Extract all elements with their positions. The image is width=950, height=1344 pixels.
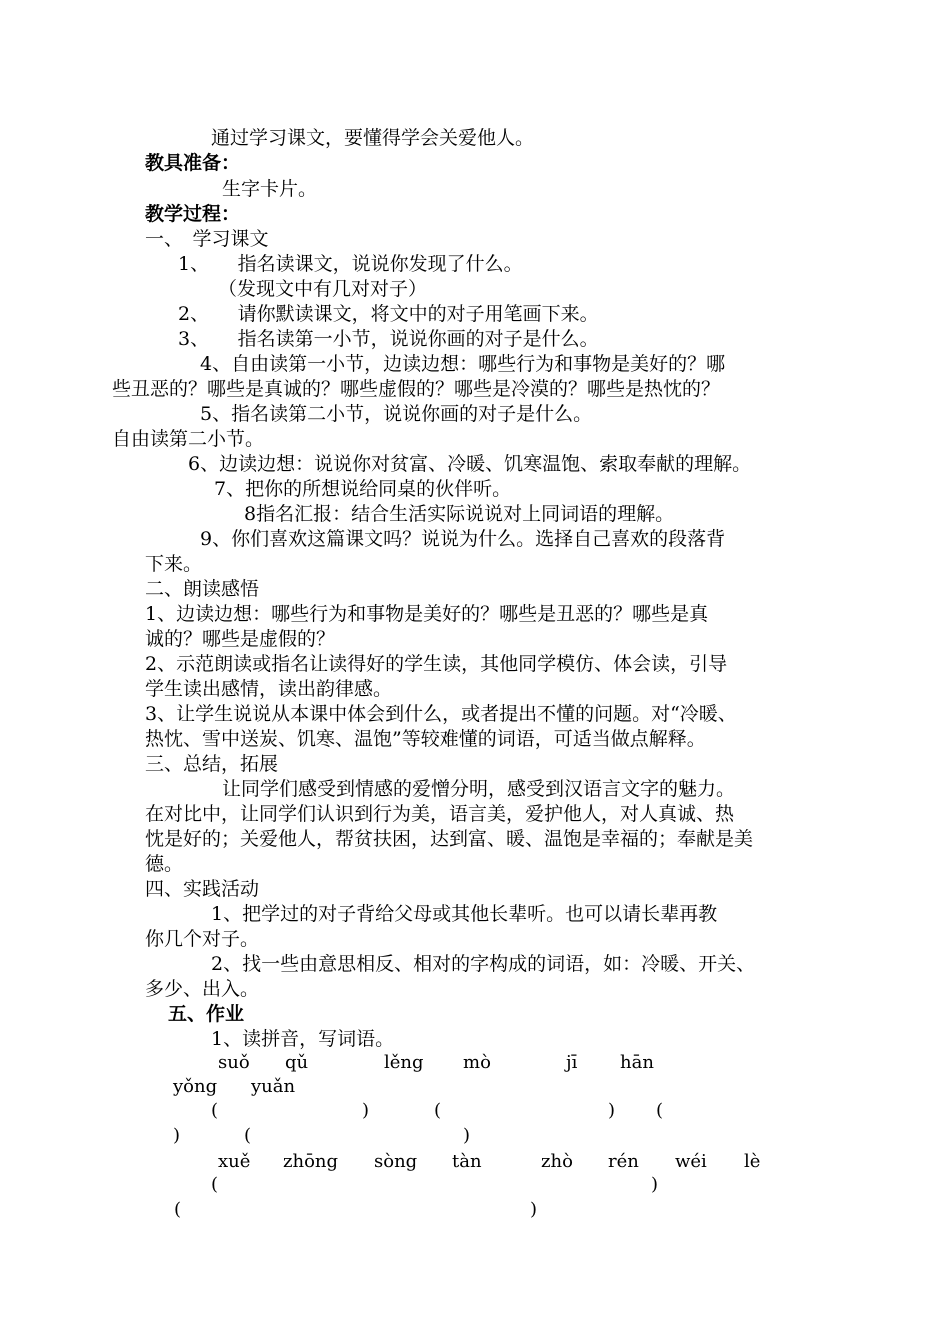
paragraph-line: 让同学们感受到情感的爱憎分明，感受到汉语言文字的魅力。 [222, 778, 736, 800]
list-item-note: （发现文中有几对对子） [218, 278, 428, 300]
list-item: 8指名汇报：结合生活实际说说对上同词语的理解。 [244, 503, 675, 525]
step-heading-5: 五、作业 [168, 1003, 245, 1025]
pinyin-syllable: xuě [218, 1151, 251, 1172]
pinyin-syllable: hān [620, 1052, 654, 1073]
list-item: 1、 指名读课文，说说你发现了什么。 [178, 253, 523, 275]
list-item-cont: 下来。 [145, 553, 203, 575]
step-heading-3: 三、总结，拓展 [145, 753, 279, 775]
pinyin-syllable: jī [566, 1052, 578, 1073]
paragraph-line: 诚的？哪些是虚假的？ [145, 628, 336, 650]
paragraph-line: 德。 [145, 853, 184, 875]
list-item: 6、边读边想：说说你对贫富、冷暖、饥寒温饱、索取奉献的理解。 [188, 453, 752, 475]
pinyin-syllable: sòng [374, 1151, 418, 1172]
pinyin-syllable: yǒng [173, 1076, 218, 1097]
pinyin-syllable: zhò [541, 1151, 573, 1172]
answer-bracket-open: ( [434, 1100, 442, 1121]
pinyin-syllable: tàn [452, 1151, 482, 1172]
pinyin-syllable: lè [744, 1151, 761, 1172]
paragraph-line: 1、边读边想：哪些行为和事物是美好的？哪些是丑恶的？哪些是真 [145, 603, 709, 625]
paragraph-line: 2、示范朗读或指名让读得好的学生读，其他同学模仿、体会读，引导 [145, 653, 728, 675]
pinyin-syllable: suǒ [218, 1052, 250, 1073]
pinyin-syllable: rén [608, 1151, 639, 1172]
materials-text: 生字卡片。 [222, 178, 318, 200]
paragraph-line: 在对比中，让同学们认识到行为美，语言美，爱护他人，对人真诚、热 [145, 803, 735, 825]
answer-bracket-open: ( [211, 1174, 219, 1195]
answer-bracket-open: ( [656, 1100, 664, 1121]
step-heading-2: 二、朗读感悟 [145, 578, 260, 600]
answer-bracket-close: ) [651, 1174, 659, 1195]
list-item: 2、找一些由意思相反、相对的字构成的词语，如：冷暖、开关、 [211, 953, 756, 975]
pinyin-syllable: yuǎn [251, 1076, 296, 1097]
pinyin-syllable: mò [463, 1052, 491, 1073]
paragraph-line: 忱是好的；关爱他人，帮贫扶困，达到富、暖、温饱是幸福的；奉献是美 [145, 828, 754, 850]
list-item: 3、 指名读第一小节，说说你画的对子是什么。 [178, 328, 599, 350]
paragraph-line: 学生读出感情，读出韵律感。 [145, 678, 393, 700]
paragraph-line: 3、让学生说说从本课中体会到什么，或者提出不懂的问题。对“冷暖、 [145, 703, 737, 725]
answer-bracket-close: ) [608, 1100, 616, 1121]
list-item-cont: 你几个对子。 [145, 928, 260, 950]
pinyin-syllable: qǔ [285, 1052, 309, 1073]
pinyin-syllable: zhōng [283, 1151, 339, 1172]
pinyin-syllable: wéi [675, 1151, 707, 1172]
section-heading-process: 教学过程： [145, 203, 241, 225]
list-item: 9、你们喜欢这篇课文吗？说说为什么。选择自己喜欢的段落背 [200, 528, 726, 550]
step-heading-4: 四、实践活动 [145, 878, 260, 900]
answer-bracket-close: ) [463, 1125, 471, 1146]
step-heading-1: 一、 学习课文 [145, 228, 269, 250]
list-item: 1、把学过的对子背给父母或其他长辈听。也可以请长辈再教 [211, 903, 718, 925]
answer-bracket-open: ( [174, 1199, 182, 1220]
answer-bracket-close: ) [173, 1125, 181, 1146]
paragraph-line: 热忱、雪中送炭、饥寒、温饱”等较难懂的词语，可适当做点解释。 [145, 728, 706, 750]
objective-text: 通过学习课文，要懂得学会关爱他人。 [211, 127, 535, 149]
paragraph-line: 自由读第二小节。 [112, 428, 265, 450]
answer-bracket-close: ) [362, 1100, 370, 1121]
list-item: 5、指名读第二小节，说说你画的对子是什么。 [200, 403, 593, 425]
answer-bracket-open: ( [211, 1100, 219, 1121]
list-item: 2、 请你默读课文，将文中的对子用笔画下来。 [178, 303, 599, 325]
list-item: 4、自由读第一小节，边读边想：哪些行为和事物是美好的？哪 [200, 353, 726, 375]
section-heading-materials: 教具准备： [145, 152, 241, 174]
list-item: 1、读拼音，写词语。 [211, 1028, 395, 1050]
pinyin-syllable: lěng [384, 1052, 424, 1073]
answer-bracket-close: ) [530, 1199, 538, 1220]
answer-bracket-open: ( [244, 1125, 252, 1146]
list-item: 7、把你的所想说给同桌的伙伴听。 [214, 478, 512, 500]
list-item-cont: 些丑恶的？哪些是真诚的？哪些虚假的？哪些是冷漠的？哪些是热忱的？ [112, 378, 721, 400]
list-item-cont: 多少、出入。 [145, 978, 260, 1000]
